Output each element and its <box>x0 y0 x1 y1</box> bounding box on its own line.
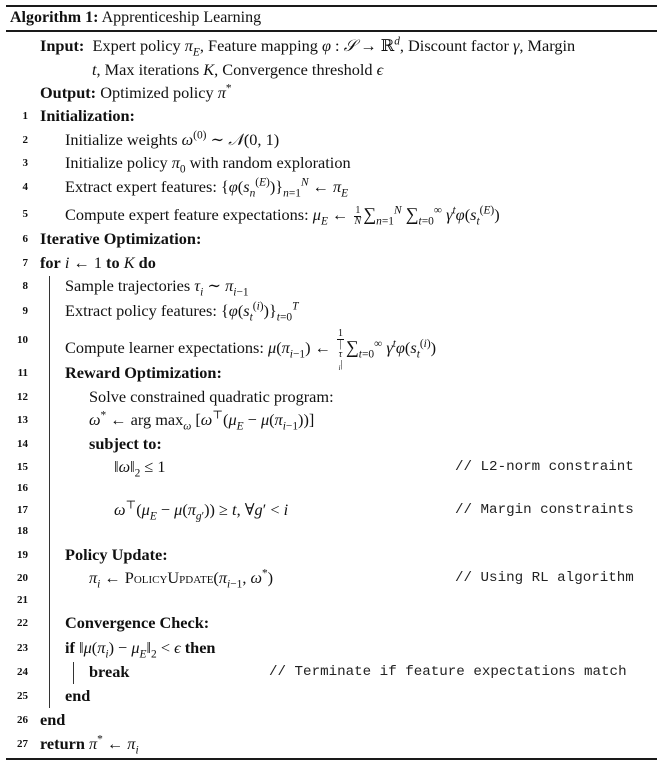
text: , Max iterations <box>96 60 204 79</box>
input-line-1: Input: Expert policy $\pi_E$, Feature mapping φ : 𝒮 → ℝ$^d$, Discount factor γ, Margin <box>40 35 576 59</box>
line-7: for i ← 1 to K do <box>40 253 156 272</box>
keyword: return <box>40 734 85 753</box>
bottom-rule <box>6 758 657 760</box>
line-number: 10 <box>17 334 28 346</box>
line-number: 4 <box>22 181 28 193</box>
line-number: 6 <box>22 233 28 245</box>
line-4: Extract expert features: $\{\varphi(s_n^{(E)})\}_{n=1}^N$ ← $\pi_E$ <box>65 176 349 200</box>
line-number: 11 <box>17 367 28 379</box>
line-number: 1 <box>22 110 28 122</box>
algorithm-label: Algorithm 1: <box>10 9 99 26</box>
line-12: Solve constrained quadratic program: <box>89 387 334 406</box>
line-number: 12 <box>17 391 28 403</box>
line-number: 16 <box>17 482 28 494</box>
line-13: ω* ← arg $\max_\omega [\omega^⊤(\mu_E - \mu(\pi_{i-1}))]$ <box>89 409 315 433</box>
comment-l2-norm: // L2-norm constraint <box>455 459 634 475</box>
line-number: 26 <box>17 714 28 726</box>
comment-rl: // Using RL algorithm <box>455 570 634 586</box>
line-number: 2 <box>22 134 28 146</box>
line-number: 22 <box>17 617 28 629</box>
line-20: $\pi_i$ ← $PolicyUpdate(\pi_{i-1}$, ω*) <box>89 567 274 591</box>
output-line: Output: Optimized policy π* <box>40 82 232 102</box>
line-number: 8 <box>22 280 28 292</box>
line-number: 5 <box>22 208 28 220</box>
line-9: Extract policy features: $\{\varphi(s_t^{(i)})\}_{t=0}^T$ <box>65 300 299 324</box>
line-number: 19 <box>17 549 28 561</box>
line-11: Reward Optimization: <box>65 363 222 382</box>
line-number: 15 <box>17 461 28 473</box>
if-block-bar <box>73 662 74 684</box>
keyword: then <box>184 638 216 657</box>
text: Initialize weights <box>65 130 182 149</box>
line-6: Iterative Optimization: <box>40 229 202 248</box>
line-23: if $‖\mu(\pi_i)$ − $\mu_E‖_2 < \epsilon$ then <box>65 638 216 661</box>
line-number: 20 <box>17 572 28 584</box>
line-27: return π* ← $\pi_i$ <box>40 733 139 757</box>
text: Optimized policy <box>100 83 218 102</box>
line-number: 3 <box>22 157 28 169</box>
line-2: Initialize weights $\omega^{(0)}$ ∼ 𝒩(0, 1) <box>65 129 280 149</box>
line-number: 21 <box>17 594 28 606</box>
line-19: Policy Update: <box>65 545 168 564</box>
text: , Margin <box>519 36 576 55</box>
line-5: Compute expert feature expectations: $\mu_E$ ← $\frac{1}{N}$ $\sum_{n=1}^N$ $\sum_{t=0}^\infty$ $\gamma^t\varphi(s_t^{(E)})$ <box>65 204 500 228</box>
line-number: 14 <box>17 438 28 450</box>
text: Extract expert features: <box>65 177 221 196</box>
text: Compute learner expectations: <box>65 338 268 358</box>
text: Sample trajectories <box>65 276 195 295</box>
line-25: end <box>65 686 91 705</box>
input-line-2: t, Max iterations K, Convergence threshold ϵ <box>92 60 384 79</box>
line-8: Sample trajectories $\tau_i$ ∼ $\pi_{i-1}$ <box>65 276 249 299</box>
text: Expert policy <box>92 36 185 55</box>
line-number: 7 <box>22 257 28 269</box>
line-24: break <box>89 662 130 681</box>
line-number: 27 <box>17 738 28 750</box>
line-number: 9 <box>22 305 28 317</box>
line-10: Compute learner expectations: $\mu(\pi_{i-1})$ ← 1 | τ $_i$| $\sum_{t=0}^\infty$ $\gamma^t\varphi(s_t^{(i)})$ <box>65 328 437 372</box>
text: , Discount factor <box>399 36 513 55</box>
for-block-bar <box>49 276 50 708</box>
keyword: if <box>65 638 75 657</box>
line-number: 13 <box>17 414 28 426</box>
line-number: 18 <box>17 525 28 537</box>
keyword: for <box>40 253 61 272</box>
title-rule <box>6 30 657 32</box>
line-3: Initialize policy $\pi_0$ with random exploration <box>65 153 351 176</box>
algorithm-title: Apprenticeship Learning <box>101 9 262 26</box>
line-14: subject to: <box>89 434 162 453</box>
keyword: to <box>106 253 120 272</box>
line-number: 25 <box>17 690 28 702</box>
line-number: 23 <box>17 642 28 654</box>
comment-terminate: // Terminate if feature expectations match <box>269 664 627 680</box>
text: with random exploration <box>185 153 351 172</box>
line-1: Initialization: <box>40 106 135 125</box>
text: , Feature mapping <box>199 36 322 55</box>
line-number: 24 <box>17 666 28 678</box>
line-number: 17 <box>17 504 28 516</box>
output-label: Output: <box>40 83 97 102</box>
algorithm-caption <box>10 7 261 29</box>
text: , Convergence threshold <box>214 60 377 79</box>
text: Compute expert feature expectations: <box>65 205 313 224</box>
keyword: do <box>138 253 156 272</box>
input-label: Input: <box>40 36 85 55</box>
line-26: end <box>40 710 66 729</box>
line-22: Convergence Check: <box>65 613 210 632</box>
text: Extract policy features: <box>65 301 221 320</box>
line-15: $‖\omega‖_2 \le 1$ <box>114 457 166 480</box>
line-17: $\omega^⊤(\mu_E - \mu(\pi_{g'})) \ge t$, ∀g′ < i <box>114 499 289 523</box>
function-name: PolicyUpdate <box>124 568 214 587</box>
text: Initialize policy <box>65 153 172 172</box>
comment-margin: // Margin constraints <box>455 502 634 518</box>
